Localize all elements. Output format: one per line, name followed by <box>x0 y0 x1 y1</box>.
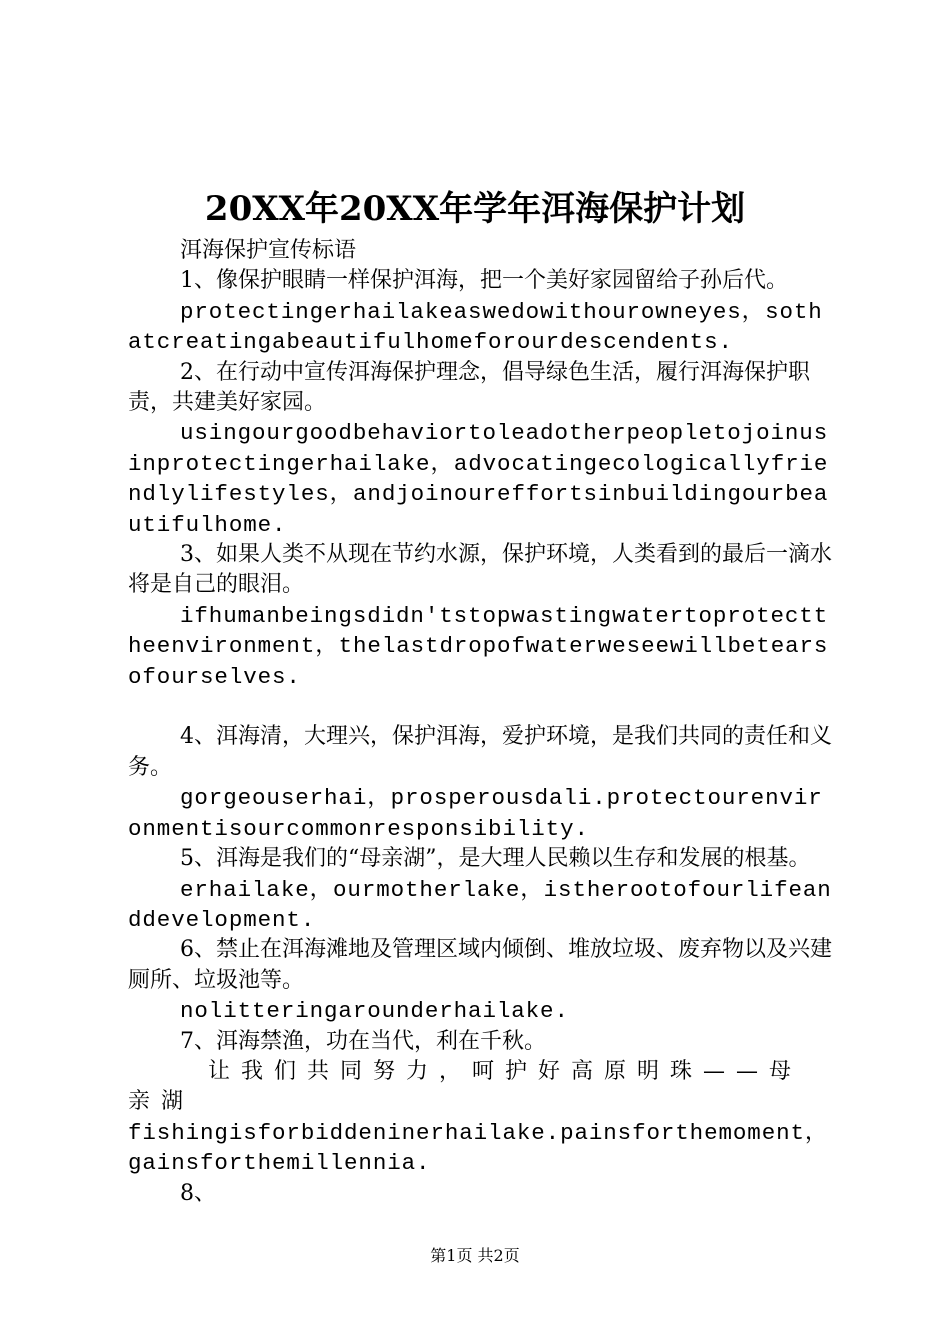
slogan-7-zh: 7、洱海禁渔，功在当代，利在千秋。 <box>180 1028 546 1054</box>
slogan-4-zh: 4、洱海清，大理兴，保护洱海，爱护环境，是我们共同的责任和义务。 <box>128 724 832 780</box>
slogan-7-en: fishingisforbiddeninerhailake.painsforthemoment，gainsforthemillennia. <box>128 1119 829 1177</box>
slogan-6-zh: 6、禁止在洱海滩地及管理区域内倾倒、堆放垃圾、废弃物以及兴建厕所、垃圾池等。 <box>128 937 832 993</box>
page-footer: 第1页 共2页 <box>430 1246 520 1265</box>
slogan-6-en: nolitteringarounderhailake. <box>180 998 569 1025</box>
slogan-1-en: protectingerhailakeaswedowithourowneyes，sothatcreatingabeautifulhomeforourdescendents. <box>128 298 823 356</box>
slogan-5-zh: 5、洱海是我们的“母亲湖”，是大理人民赖以生存和发展的根基。 <box>180 846 811 872</box>
slogan-3-en: ifhumanbeingsdidn'tstopwastingwatertoprotecttheenvironment，thelastdropofwaterweseewillbetearsofourselves. <box>128 602 829 690</box>
document-title: 20XX年20XX年学年洱海保护计划 <box>204 189 746 229</box>
slogan-4-en: gorgeouserhai，prosperousdali.protectourenvironmentisourcommonresponsibility. <box>128 785 823 842</box>
slogan-2-zh: 2、在行动中宣传洱海保护理念，倡导绿色生活，履行洱海保护职责，共建美好家园。 <box>128 359 810 416</box>
slogan-1-zh: 1、像保护眼睛一样保护洱海，把一个美好家园留给子孙后代。 <box>180 268 788 294</box>
slogan-2-en: usingourgoodbehaviortoleadotherpeopletojoinusinprotectingerhailake，advocatingecologicallyfriendlylifestyles，andjoinoureffortsinbuildingourbeautifulhome. <box>128 420 829 538</box>
blank-line <box>128 692 834 722</box>
slogan-7-extra: 让我们共同努力，呵护好高原明珠——母亲湖 <box>128 1058 803 1115</box>
slogan-5-en: erhailake，ourmotherlake，istherootofourlifeanddevelopment. <box>128 876 832 933</box>
slogan-8-zh: 8、 <box>180 1180 216 1206</box>
paragraph-heading: 洱海保护宣传标语 <box>180 238 357 263</box>
slogan-3-zh: 3、如果人类不从现在节约水源，保护环境，人类看到的最后一滴水将是自己的眼泪。 <box>128 542 832 598</box>
document-body <box>128 236 834 1209</box>
